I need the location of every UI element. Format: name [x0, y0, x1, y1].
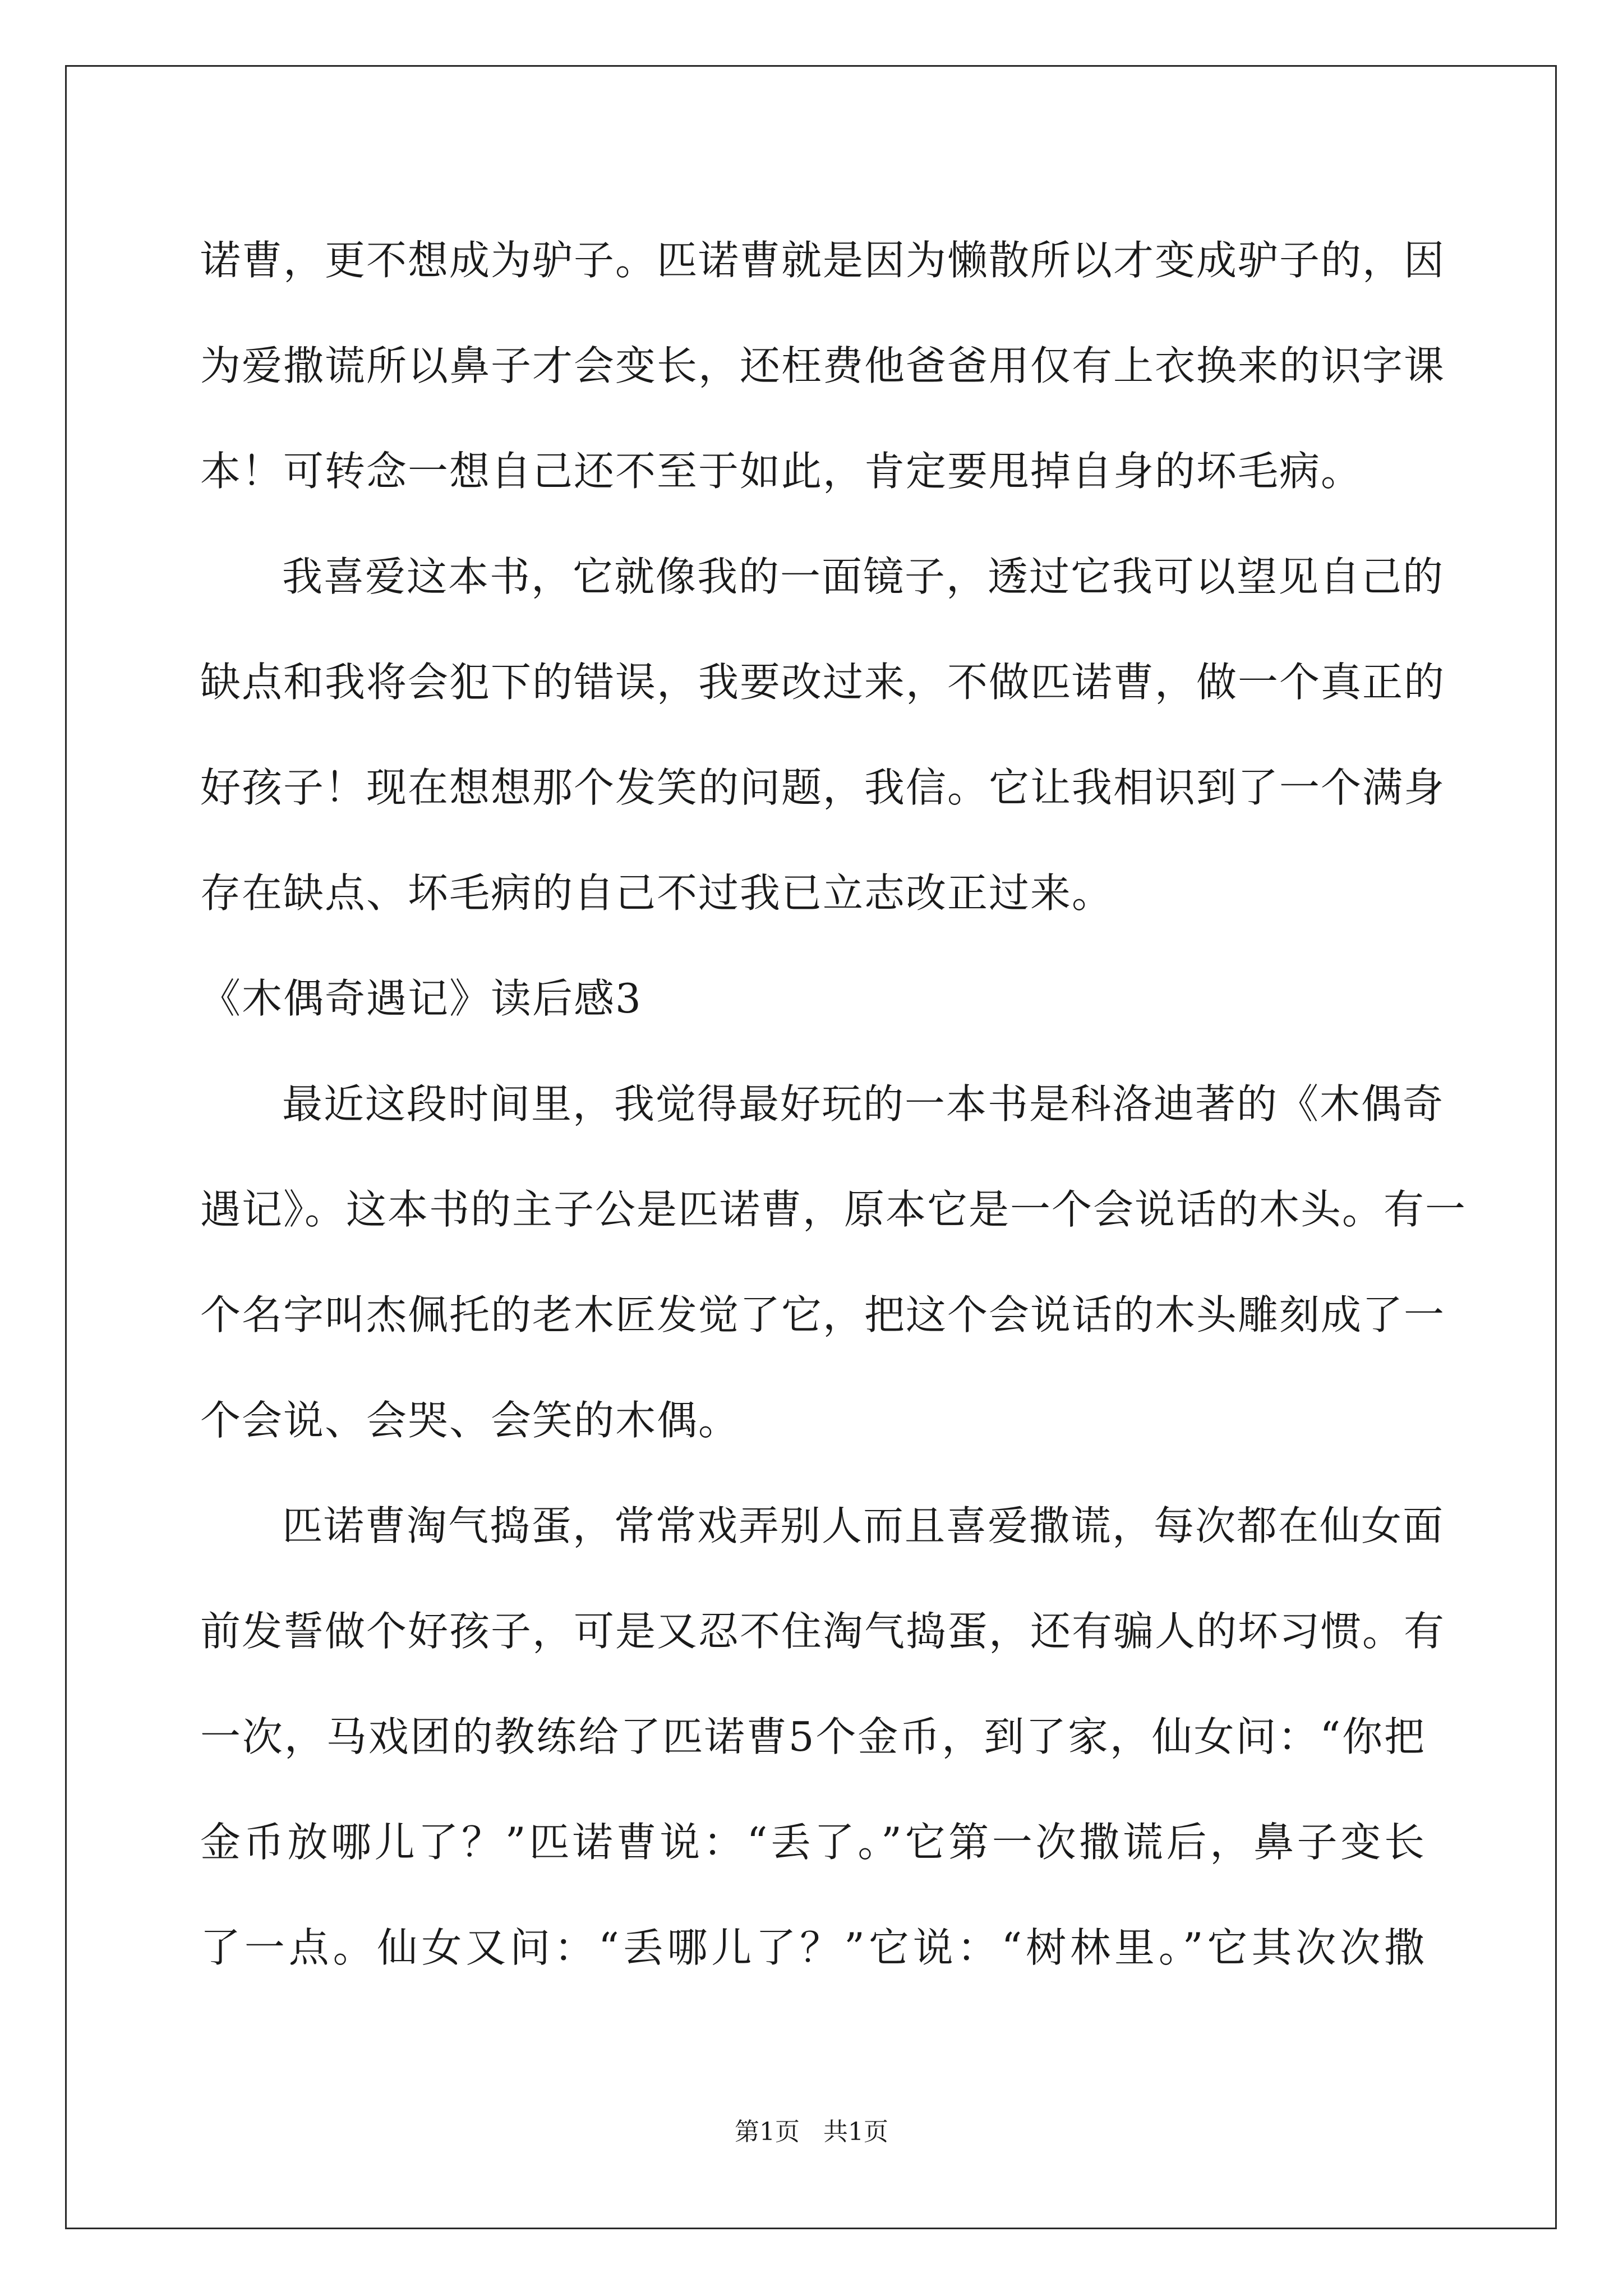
text-line: 个会说、会哭、会笑的木偶。: [200, 1397, 740, 1444]
section-heading: 《木偶奇遇记》读后感3: [200, 975, 642, 1022]
text-line: 遇记》。这本书的主子公是匹诺曹，原本它是一个会说话的木头。有一: [200, 1186, 1467, 1233]
text-line: 为爱撒谎所以鼻子才会变长，还枉费他爸爸用仅有上衣换来的识字课: [200, 342, 1446, 389]
page-number: 第1页: [735, 2118, 800, 2146]
text-line: 个名字叫杰佩托的老木匠发觉了它，把这个会说话的木头雕刻成了一: [200, 1291, 1446, 1338]
page-total: 共1页: [823, 2118, 888, 2146]
paragraph: [200, 524, 1446, 946]
text-line: 最近这段时间里，我觉得最好玩的一本书是科洛迪著的《木偶奇: [282, 1080, 1445, 1128]
text-line: 金币放哪儿了？”匹诺曹说：“丢了。”它第一次撒谎后，鼻子变长: [200, 1819, 1426, 1866]
paragraph: [200, 208, 1446, 524]
page-footer: [0, 2111, 1623, 2147]
text-line: 缺点和我将会犯下的错误，我要改过来，不做匹诺曹，做一个真正的: [200, 659, 1446, 706]
text-line: 匹诺曹淘气捣蛋，常常戏弄别人而且喜爱撒谎，每次都在仙女面: [282, 1502, 1445, 1549]
paragraph: [200, 1473, 1446, 2000]
text-line: 诺曹，更不想成为驴子。匹诺曹就是因为懒散所以才变成驴子的，因: [200, 237, 1446, 284]
text-line: 我喜爱这本书，它就像我的一面镜子，透过它我可以望见自己的: [282, 553, 1445, 600]
text-line: 存在缺点、坏毛病的自己不过我已立志改正过来。: [200, 869, 1114, 917]
paragraph: [200, 1051, 1467, 1473]
text-line: 前发誓做个好孩子，可是又忍不住淘气捣蛋，还有骗人的坏习惯。有: [200, 1608, 1446, 1655]
document-body: [200, 208, 1467, 2000]
text-line: 了一点。仙女又问：“丢哪儿了？”它说：“树林里。”它其次次撒: [200, 1924, 1426, 1971]
text-line: 好孩子！现在想想那个发笑的问题，我信。它让我相识到了一个满身: [200, 764, 1446, 811]
text-line: 本！可转念一想自己还不至于如此，肯定要甩掉自身的坏毛病。: [200, 448, 1363, 495]
text-line: 一次，马戏团的教练给了匹诺曹5个金币，到了家，仙女问：“你把: [200, 1713, 1426, 1760]
